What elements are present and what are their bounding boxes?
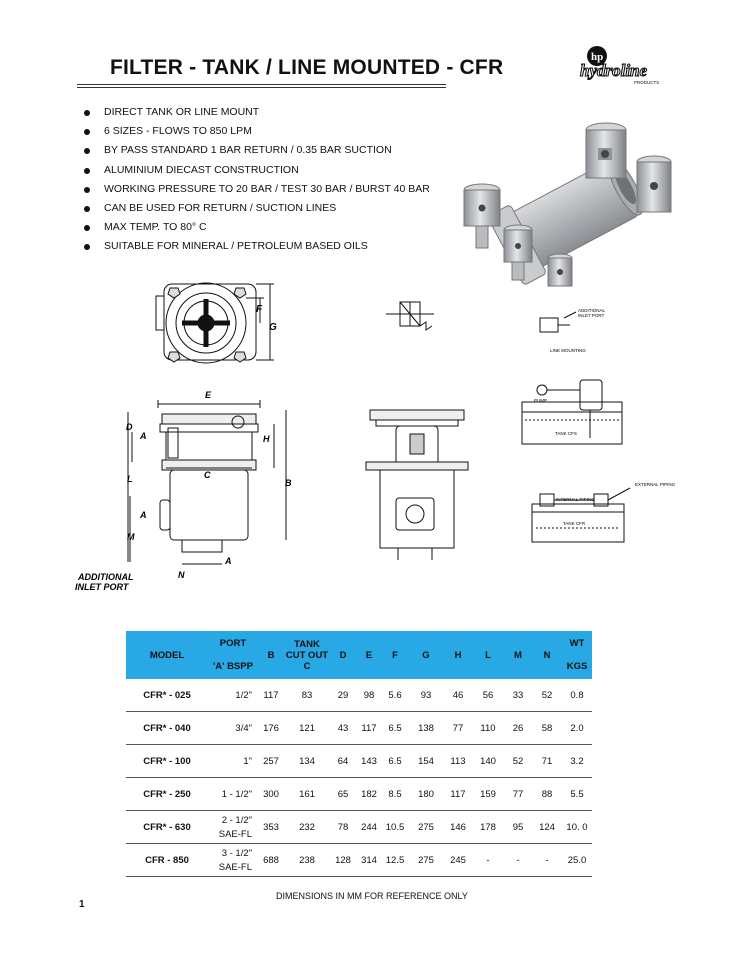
cell-m: 52	[504, 745, 532, 778]
tank-cfs-label: TANK CFS	[555, 431, 577, 436]
feature-list	[84, 103, 430, 257]
external-piping-label: EXTERNAL PIPING	[635, 482, 676, 487]
cell-l: 110	[472, 712, 504, 745]
cell-b: 353	[258, 811, 284, 844]
col-n: N	[532, 631, 562, 679]
additional-inlet-label-line1: ADDITIONAL	[78, 572, 134, 582]
port-size: 3 - 1/2"	[221, 847, 252, 859]
svg-text:hp: hp	[591, 51, 604, 63]
port-size: 1/2"	[235, 689, 252, 701]
cell-n: 58	[532, 712, 562, 745]
col-m: M	[504, 631, 532, 679]
feature-item: SUITABLE FOR MINERAL / PETROLEUM BASED OILS	[84, 237, 430, 256]
cell-h: 77	[444, 712, 472, 745]
cell-h: 113	[444, 745, 472, 778]
dim-label-e: E	[205, 390, 212, 400]
feature-item: CAN BE USED FOR RETURN / SUCTION LINES	[84, 199, 430, 218]
feature-item: BY PASS STANDARD 1 BAR RETURN / 0.35 BAR SUCTION	[84, 141, 430, 160]
cell-m: 77	[504, 778, 532, 811]
dim-label-g: G	[269, 322, 277, 333]
feature-item: WORKING PRESSURE TO 20 BAR / TEST 30 BAR / BURST 40 BAR	[84, 180, 430, 199]
col-f: F	[382, 631, 408, 679]
cell-model: CFR* - 250	[126, 778, 208, 811]
table-row	[126, 745, 592, 778]
cell-b: 176	[258, 712, 284, 745]
cell-m: 26	[504, 712, 532, 745]
cell-e: 117	[356, 712, 382, 745]
cell-f: 10.5	[382, 811, 408, 844]
col-g: G	[408, 631, 444, 679]
cell-d: 29	[330, 679, 356, 712]
cell-c: 134	[284, 745, 330, 778]
dim-label-f: F	[256, 304, 263, 315]
cell-m: 33	[504, 679, 532, 712]
cell-e: 314	[356, 844, 382, 877]
feature-item: MAX TEMP. TO 80° C	[84, 218, 430, 237]
pump-label: PUMP	[534, 398, 548, 403]
table-row	[126, 679, 592, 712]
cell-e: 182	[356, 778, 382, 811]
cell-l: 56	[472, 679, 504, 712]
cell-n: 52	[532, 679, 562, 712]
cell-h: 46	[444, 679, 472, 712]
cell-model: CFR* - 100	[126, 745, 208, 778]
cell-f: 6.5	[382, 745, 408, 778]
feature-item: DIRECT TANK OR LINE MOUNT	[84, 103, 430, 122]
dim-label-b: B	[285, 478, 292, 488]
cell-f: 5.6	[382, 679, 408, 712]
cell-c: 232	[284, 811, 330, 844]
cell-f: 12.5	[382, 844, 408, 877]
cell-d: 78	[330, 811, 356, 844]
feature-item: 6 SIZES - FLOWS TO 850 LPM	[84, 122, 430, 141]
cell-m: -	[504, 844, 532, 877]
additional-inlet-label-line2: INLET PORT	[75, 582, 129, 592]
dimensions-table	[126, 631, 592, 877]
cell-h: 146	[444, 811, 472, 844]
dim-label-a: A	[140, 510, 147, 520]
cell-h: 245	[444, 844, 472, 877]
port-type: SAE-FL	[218, 861, 252, 873]
cell-port	[208, 679, 258, 712]
cell-model: CFR* - 630	[126, 811, 208, 844]
cell-e: 98	[356, 679, 382, 712]
cell-port	[208, 844, 258, 877]
product-photo	[458, 118, 672, 296]
col-l: L	[472, 631, 504, 679]
filter-symbol	[386, 302, 434, 330]
cell-wt: 5.5	[562, 778, 592, 811]
table-row	[126, 811, 592, 844]
dim-label-m: M	[127, 532, 135, 542]
dim-label-n: N	[178, 570, 185, 580]
cell-e: 244	[356, 811, 382, 844]
table-row	[126, 778, 592, 811]
cell-model: CFR* - 025	[126, 679, 208, 712]
cell-c: 121	[284, 712, 330, 745]
table-header-row	[126, 631, 592, 679]
cell-c: 161	[284, 778, 330, 811]
line-mounting-sketch	[540, 312, 576, 332]
cell-port	[208, 745, 258, 778]
technical-drawings	[70, 272, 676, 597]
cell-b: 257	[258, 745, 284, 778]
cell-n: -	[532, 844, 562, 877]
dim-label-a: A	[140, 431, 147, 441]
cell-model: CFR* - 040	[126, 712, 208, 745]
cell-wt: 25.0	[562, 844, 592, 877]
cell-f: 6.5	[382, 712, 408, 745]
line-mounting-label: LINE MOUNTING	[550, 348, 586, 353]
cell-n: 88	[532, 778, 562, 811]
col-h: H	[444, 631, 472, 679]
cell-g: 275	[408, 811, 444, 844]
cell-e: 143	[356, 745, 382, 778]
cell-g: 180	[408, 778, 444, 811]
cell-d: 65	[330, 778, 356, 811]
internal-piping-label: INTERNAL PIPING	[556, 497, 595, 502]
cell-d: 64	[330, 745, 356, 778]
table-row	[126, 712, 592, 745]
cell-g: 93	[408, 679, 444, 712]
cell-n: 124	[532, 811, 562, 844]
cell-g: 275	[408, 844, 444, 877]
logo-wordmark: hydroline	[580, 61, 648, 80]
cell-c: 83	[284, 679, 330, 712]
col-tank-cutout: TANK CUT OUT C	[284, 631, 330, 679]
side-view-drawing	[128, 400, 286, 564]
cell-wt: 10. 0	[562, 811, 592, 844]
cell-l: -	[472, 844, 504, 877]
cell-b: 117	[258, 679, 284, 712]
front-view-drawing	[366, 410, 468, 560]
col-d: D	[330, 631, 356, 679]
title-rule-bottom	[77, 87, 446, 88]
dimensions-note: DIMENSIONS IN MM FOR REFERENCE ONLY	[276, 891, 468, 901]
page-number: 1	[79, 899, 85, 910]
cell-port	[208, 778, 258, 811]
cell-d: 128	[330, 844, 356, 877]
port-size: 1"	[243, 755, 252, 767]
cell-g: 138	[408, 712, 444, 745]
hydroline-logo	[578, 44, 678, 86]
col-b: B	[258, 631, 284, 679]
cell-l: 178	[472, 811, 504, 844]
cell-g: 154	[408, 745, 444, 778]
col-port: PORT 'A' BSPP	[208, 631, 258, 679]
dim-label-l: L	[127, 474, 133, 484]
cell-wt: 3.2	[562, 745, 592, 778]
tank-cfr-label: TANK CFR	[563, 521, 586, 526]
port-size: 1 - 1/2"	[221, 788, 252, 800]
cell-port	[208, 712, 258, 745]
cell-c: 238	[284, 844, 330, 877]
cell-d: 43	[330, 712, 356, 745]
port-size: 2 - 1/2"	[221, 814, 252, 826]
cell-l: 140	[472, 745, 504, 778]
cell-port	[208, 811, 258, 844]
feature-item: ALUMINIUM DIECAST CONSTRUCTION	[84, 161, 430, 180]
cell-wt: 2.0	[562, 712, 592, 745]
cell-f: 8.5	[382, 778, 408, 811]
logo-subtext: PRODUCTS	[634, 80, 660, 85]
cell-m: 95	[504, 811, 532, 844]
cell-l: 159	[472, 778, 504, 811]
cell-model: CFR - 850	[126, 844, 208, 877]
cell-b: 688	[258, 844, 284, 877]
cell-n: 71	[532, 745, 562, 778]
title-rule-top	[77, 84, 446, 85]
col-model: MODEL	[126, 631, 208, 679]
col-e: E	[356, 631, 382, 679]
dim-label-a: A	[225, 556, 232, 566]
cell-h: 117	[444, 778, 472, 811]
dim-label-d: D	[126, 422, 133, 432]
port-size: 3/4"	[235, 722, 252, 734]
table-row	[126, 844, 592, 877]
port-type: SAE-FL	[218, 828, 252, 840]
page-title: FILTER - TANK / LINE MOUNTED - CFR	[110, 56, 504, 79]
dim-label-c: C	[204, 470, 211, 480]
top-view-drawing	[156, 283, 274, 363]
col-wt: WT KGS	[562, 631, 592, 679]
table-body	[126, 679, 592, 877]
dim-label-h: H	[263, 434, 270, 444]
cell-b: 300	[258, 778, 284, 811]
diag-additional-inlet-line2: INLET PORT	[578, 313, 605, 318]
diag-additional-inlet-line1: ADDITIONAL	[578, 308, 606, 313]
cell-wt: 0.8	[562, 679, 592, 712]
